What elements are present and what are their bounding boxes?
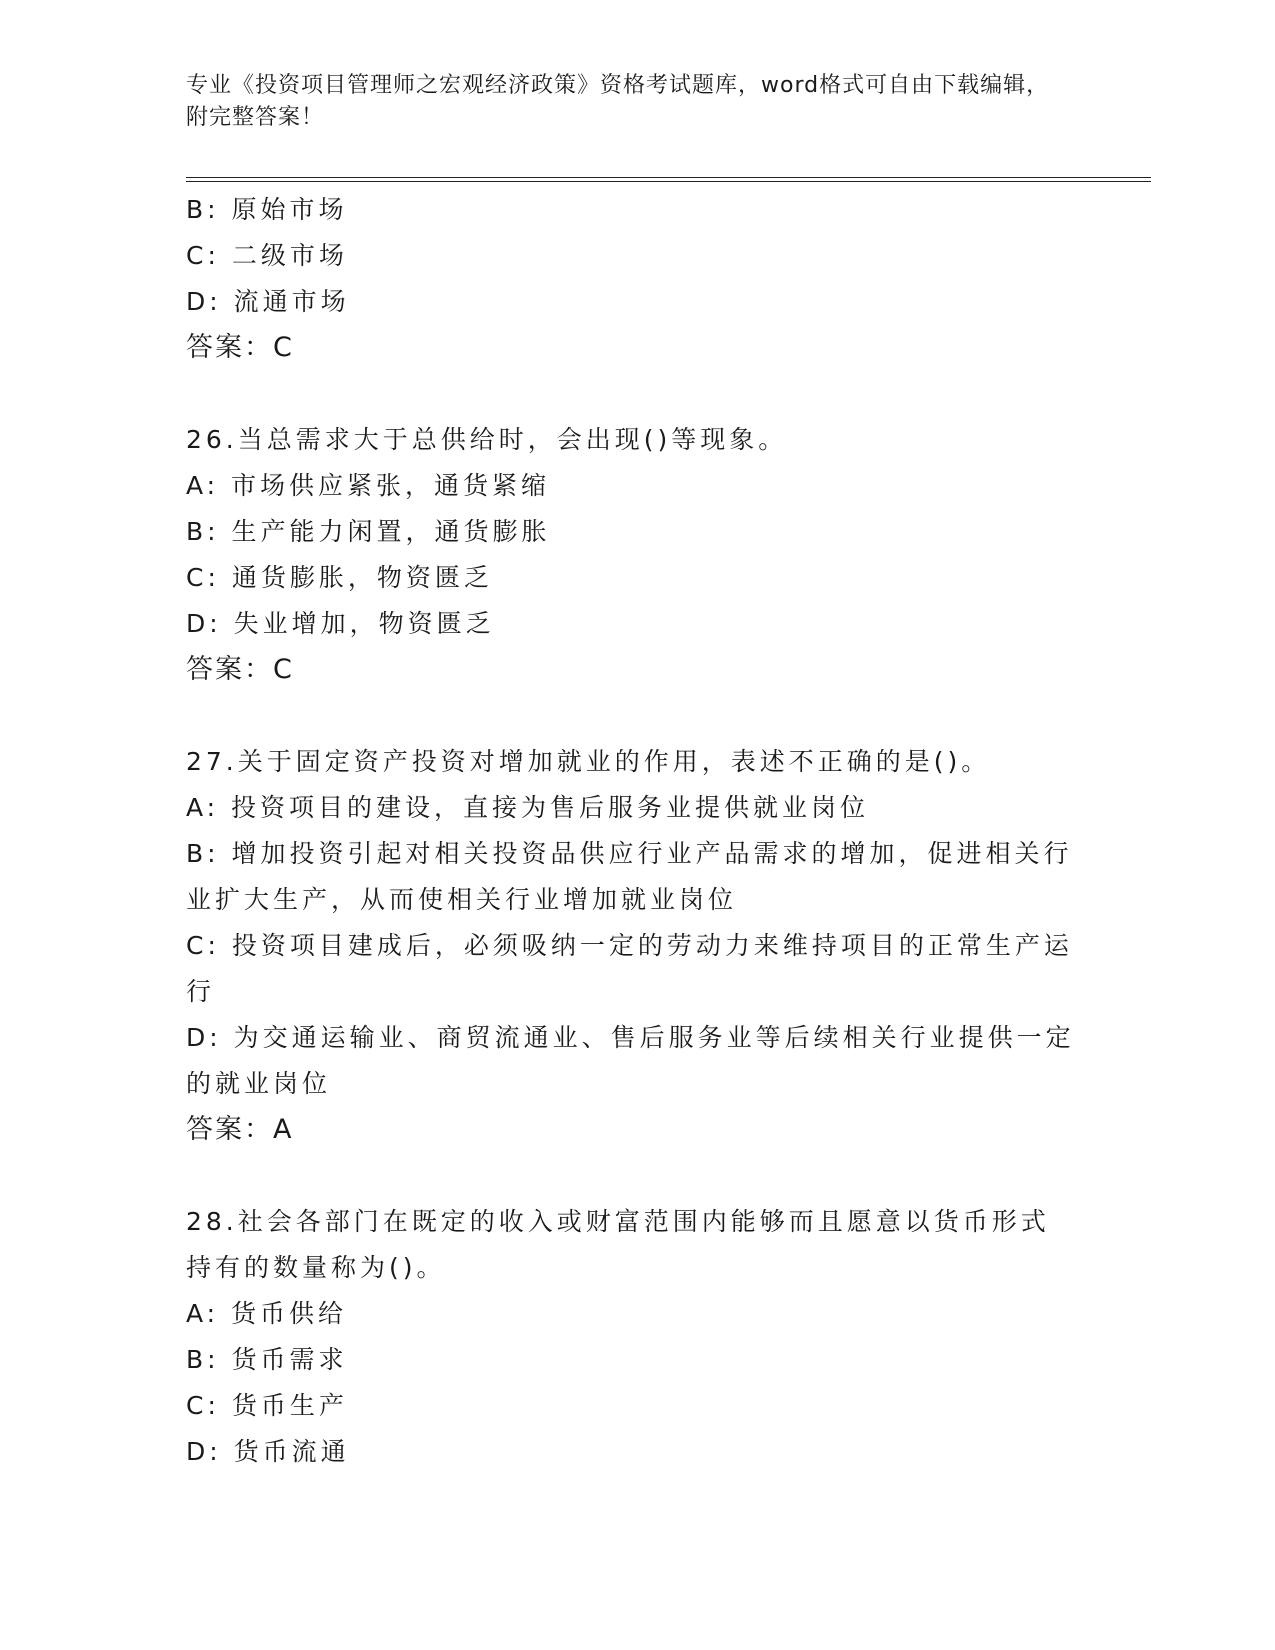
question-26 <box>186 417 1076 693</box>
question-27 <box>186 739 1076 1153</box>
header-rule-bottom <box>186 181 1151 182</box>
option-b: B: 增加投资引起对相关投资品供应行业产品需求的增加，促进相关行业扩大生产，从而使相关行业增加就业岗位 <box>186 839 1073 914</box>
option-c: C: 通货膨胀，物资匮乏 <box>186 563 493 592</box>
document-header: 专业《投资项目管理师之宏观经济政策》资格考试题库，word格式可自由下载编辑，附完整答案！ <box>186 73 1050 130</box>
question-25 <box>186 187 1076 371</box>
option-b: B: 货币需求 <box>186 1345 348 1374</box>
spacer <box>186 371 1076 417</box>
option-d: D: 货币流通 <box>186 1437 350 1466</box>
option-d: D: 为交通运输业、商贸流通业、售后服务业等后续相关行业提供一定的就业岗位 <box>186 1023 1075 1098</box>
option-c: C: 二级市场 <box>186 241 348 270</box>
header-rule-top <box>186 177 1151 178</box>
question-text: 27.关于固定资产投资对增加就业的作用，表述不正确的是()。 <box>186 747 991 776</box>
option-c: C: 投资项目建成后，必须吸纳一定的劳动力来维持项目的正常生产运行 <box>186 931 1073 1006</box>
answer: 答案：A <box>186 1114 294 1145</box>
option-c: C: 货币生产 <box>186 1391 348 1420</box>
option-b: B: 原始市场 <box>186 195 348 224</box>
spacer <box>186 1153 1076 1199</box>
option-a: A: 市场供应紧张，通货紧缩 <box>186 471 551 500</box>
answer: 答案：C <box>186 654 294 685</box>
question-28 <box>186 1199 1076 1475</box>
option-d: D: 流通市场 <box>186 287 350 316</box>
question-content <box>186 187 1076 1475</box>
spacer <box>186 693 1076 739</box>
option-d: D: 失业增加，物资匮乏 <box>186 609 495 638</box>
answer: 答案：C <box>186 332 294 363</box>
option-a: A: 货币供给 <box>186 1299 348 1328</box>
question-text: 28.社会各部门在既定的收入或财富范围内能够而且愿意以货币形式持有的数量称为()。 <box>186 1207 1050 1282</box>
option-b: B: 生产能力闲置，通货膨胀 <box>186 517 551 546</box>
question-text: 26.当总需求大于总供给时，会出现()等现象。 <box>186 425 788 454</box>
option-a: A: 投资项目的建设，直接为售后服务业提供就业岗位 <box>186 793 870 822</box>
